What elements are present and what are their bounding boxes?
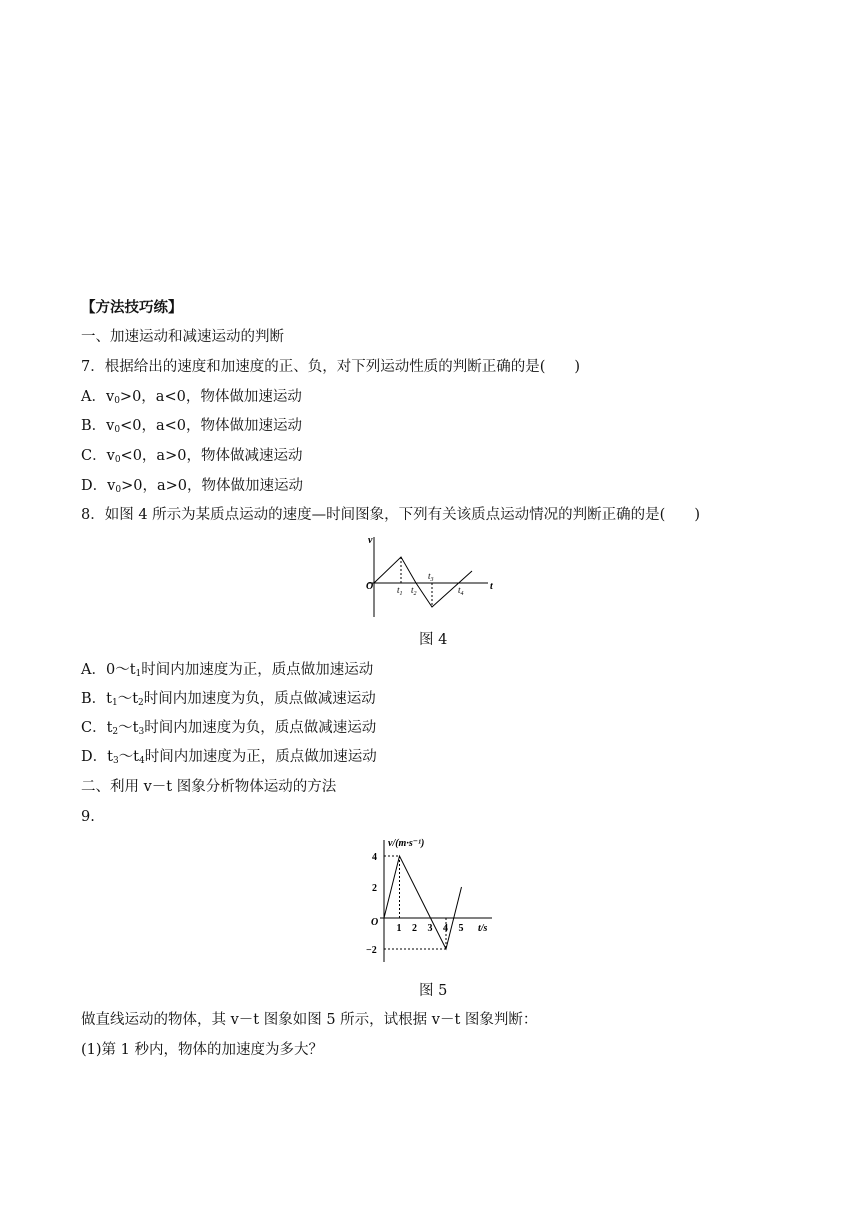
fig5-ytick-neg2: −2 [366,945,377,956]
fig4-t-label: t [490,581,493,592]
fig5-ytick-2: 2 [372,883,377,894]
fig5-xtick-5: 5 [458,923,464,934]
figure-4-chart [364,533,504,623]
q8-option-a: A．$0\sim t_1$时间内加速度为正，质点做加速运动 [81,662,374,679]
fig4-t1-label: $t_1$ [397,585,403,597]
heading-acceleration: 一、加速运动和减速运动的判断 [81,329,284,345]
q7-option-c: C．$v_0<0$，a>0，物体做减速运动 [81,448,303,465]
figure-5-chart [360,834,500,968]
fig4-v-label: v [368,535,373,546]
fig4-t2-label: $t_2$ [411,585,417,597]
fig4-t3-label: $t_3$ [428,571,434,583]
q7-stem: 7．根据给出的速度和加速度的正、负，对下列运动性质的判断正确的是( ) [81,359,581,375]
q9-text: 做直线运动的物体，其 v－t 图象如图 5 所示，试根据 v－t 图象判断： [81,1012,538,1028]
fig5-velocity-line [384,856,462,949]
fig5-xtick-4: 4 [443,923,448,934]
q7-option-b: B．$v_0<0$，a<0，物体做加速运动 [81,418,302,435]
fig5-y-label: v/(m·s⁻¹) [388,838,425,849]
figure-4-caption: 图 4 [419,632,448,648]
q7-option-a: A．$v_0>0$，a<0，物体做加速运动 [81,389,302,406]
q8-option-c: C．$t_2\sim t_3$时间内加速度为负，质点做减速运动 [81,720,377,737]
fig5-xtick-2: 2 [412,923,417,934]
fig5-origin-label: O [371,917,379,928]
fig4-t4-label: $t_4$ [458,585,464,597]
q8-option-b: B．$t_1\sim t_2$时间内加速度为负，质点做减速运动 [81,691,376,708]
fig4-origin-label: O [366,581,374,592]
figure-5-caption: 图 5 [419,983,448,999]
section-title: 【方法技巧练】 [81,299,183,316]
fig5-ytick-4: 4 [372,852,377,863]
fig5-xtick-3: 3 [427,923,433,934]
q8-option-d: D．$t_3\sim t_4$时间内加速度为正，质点做加速运动 [81,749,377,766]
fig5-x-label: t/s [478,923,488,934]
q7-option-d: D．$v_0>0$，a>0，物体做加速运动 [81,478,303,495]
fig5-xtick-1: 1 [396,923,402,934]
q8-stem: 8．如图 4 所示为某质点运动的速度—时间图象，下列有关该质点运动情况的判断正确的是( ) [81,507,700,523]
fig4-velocity-line [374,557,472,607]
heading-vt-method: 二、利用 v－t 图象分析物体运动的方法 [81,779,337,795]
q9-subquestion-1: (1)第 1 秒内，物体的加速度为多大？ [81,1042,323,1058]
q9-number: 9. [81,809,95,825]
